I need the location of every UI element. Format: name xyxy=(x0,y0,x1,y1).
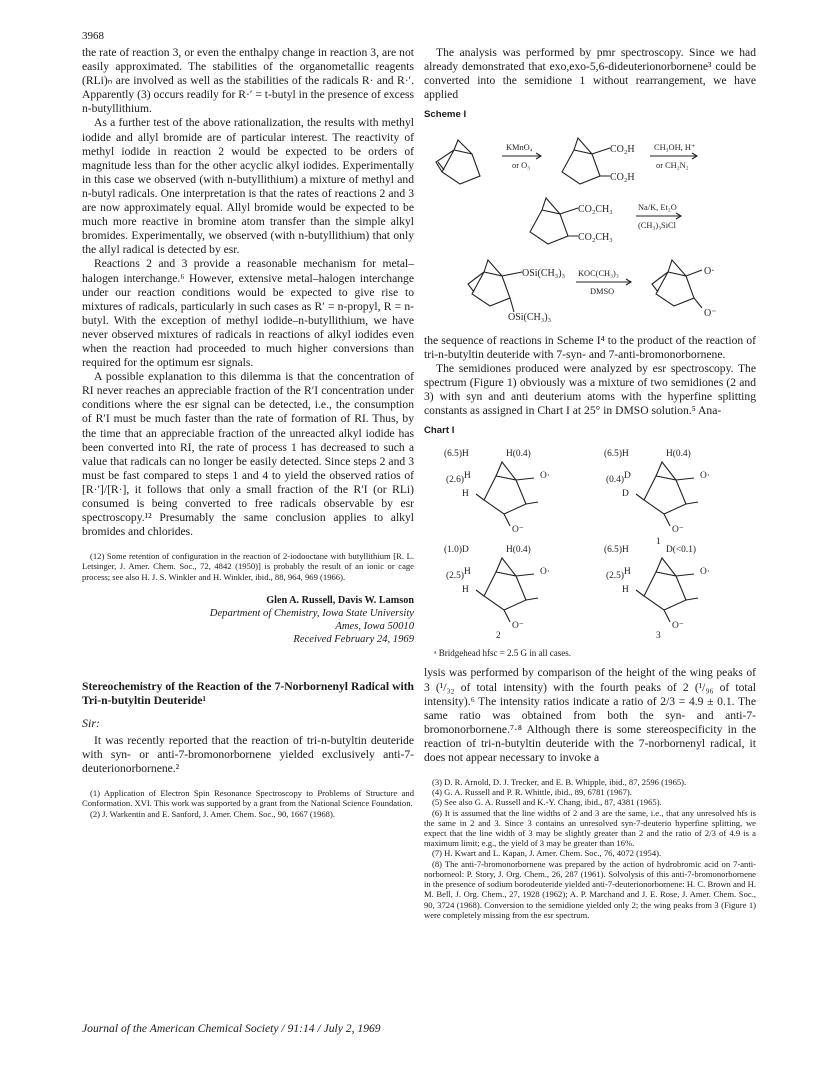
semidione-3-structure xyxy=(636,558,698,622)
semidione-1b-structure xyxy=(636,462,698,526)
bis-siloxy-structure xyxy=(468,260,522,312)
footnote-1: (1) Application of Electron Spin Resonance Spectroscopy to Problems of Structure and Conformation. XVI. This work was supported by a grant from the National Science Foundation. xyxy=(82,788,414,809)
norbornene-structure xyxy=(436,140,480,184)
reagent-label: KMnO₄ xyxy=(506,143,533,153)
group-label: CO₂H xyxy=(610,144,635,156)
footnote-12: (12) Some retention of configuration in the reaction of 2-iodooctane with butyllithium [R. L. Letsinger, J. Amer. Chem. Soc., 72, 4842 (1950)] is probably the result of an ionic or cage process; see also H. J. S. Winkler and H. Winkler, ibid., 88, 964, 969 (1966). xyxy=(82,551,414,582)
atom-label: H xyxy=(462,585,469,596)
semidione-1-structure xyxy=(476,462,538,526)
hfs-label: (1.0)D xyxy=(444,545,469,556)
atom-label: H xyxy=(464,471,471,482)
atom-label: O· xyxy=(540,567,550,578)
hfs-label: H(0.4) xyxy=(666,449,691,460)
reagent-label: (CH₃)₃SiCl xyxy=(638,221,676,231)
semidione-structure xyxy=(652,260,702,308)
atom-label: O· xyxy=(540,471,550,482)
author-signature xyxy=(82,594,414,646)
author-city: Ames, Iowa 50010 xyxy=(335,620,414,632)
atom-label: H xyxy=(622,585,629,596)
page-number: 3968 xyxy=(82,30,104,42)
atom-label: O⁻ xyxy=(672,621,684,632)
atom-label: O⁻ xyxy=(512,525,524,536)
hfs-label: (0.4) xyxy=(606,475,624,486)
reagent-label: DMSO xyxy=(590,287,615,297)
atom-label: H xyxy=(464,567,471,578)
group-label: CO₂H xyxy=(610,172,635,184)
journal-footer: Journal of the American Chemical Society / 91:14 / July 2, 1969 xyxy=(82,1022,381,1035)
footnote-2: (2) J. Warkentin and E. Sanford, J. Amer. Chem. Soc., 90, 1667 (1968). xyxy=(90,808,335,819)
hfs-label: (2.5) xyxy=(606,571,624,582)
article-title: Stereochemistry of the Reaction of the 7-Norbornenyl Radical with Tri-n-butyltin Deuteride¹ xyxy=(82,679,414,707)
paragraph: The semidiones produced were analyzed by esr spectroscopy. The spectrum (Figure 1) obviously was a mixture of two semidiones (2 and 3) with syn and anti deuterium atoms with the hyperfine splitting constants as assigned in Chart I at 25° in DMSO solution.⁵ Ana- xyxy=(424,361,756,418)
received-date: Received February 24, 1969 xyxy=(293,633,414,645)
group-label: O· xyxy=(704,266,715,278)
hfs-label: H(0.4) xyxy=(506,545,531,556)
chart-title: Chart I xyxy=(424,425,455,437)
group-label: OSi(CH₃)₃ xyxy=(508,312,552,324)
paragraph: Reactions 2 and 3 provide a reasonable mechanism for metal–halogen interchange.⁶ However, extensive metal–halogen interchange under our reaction conditions would be expected to give rise to mixtures of radicals, particularly in such cases as R′ = n-propyl, R = n-butyl. With the exception of methyl iodide–n-butyllithium, we have never observed mixtures of radicals in reactions of alkyl iodides even when the reaction had proceeded to much higher conversions than required for the optimum esr signals. xyxy=(82,257,414,370)
hfs-label: (6.5)H xyxy=(604,449,629,460)
compound-number: 1 xyxy=(656,537,661,548)
hfs-label: (2.6) xyxy=(446,475,464,486)
chart-i-diagram xyxy=(424,440,756,640)
diacid-structure xyxy=(562,138,610,184)
atom-label: O⁻ xyxy=(512,621,524,632)
footnote-3: (3) D. R. Arnold, D. J. Trecker, and E. B. Whipple, ibid., 87, 2596 (1965). xyxy=(432,777,687,788)
group-label: O⁻ xyxy=(704,308,717,320)
left-column xyxy=(82,46,414,819)
compound-number: 2 xyxy=(496,631,501,641)
right-column xyxy=(424,46,756,920)
author-department: Department of Chemistry, Iowa State University xyxy=(209,607,414,619)
atom-label: D xyxy=(622,489,629,500)
atom-label: D xyxy=(624,471,631,482)
diester-structure xyxy=(530,198,578,244)
chart-footnote: ᵃ Bridgehead hfsc = 2.5 G in all cases. xyxy=(434,648,571,659)
footnote-5: (5) See also G. A. Russell and K.-Y. Chang, ibid., 87, 4381 (1965). xyxy=(432,797,662,808)
footnote-8: (8) The anti-7-bromonorbornene was prepared by the action of hydrobromic acid on 7-anti-norborneol: P. Story, J. Org. Chem., 26, 287 (1961). Solvolysis of this anti-7-bromonorbornene in the presence of sodium borodeuteride yielded anti-7-deuterionorbornene: H. C. Brown and H. M. Bell, J. Org. Chem., 27, 1928 (1962); A. P. Marchand and J. E. Rose, J. Amer. Chem. Soc., 90, 3724 (1968). Conversion to the semidione yielded only 2; the wing peaks from 3 (Figure 1) were completely missing from the esr spectrum. xyxy=(424,858,756,920)
paragraph: The analysis was performed by pmr spectroscopy. Since we had already demonstrated that exo,exo-5,6-dideuterionorbornene³ could be converted into the semidione 1 without rearrangement, we have applied xyxy=(424,46,756,102)
reagent-label: or O₃ xyxy=(512,161,531,171)
footnote-6: (6) It is assumed that the line widths of 2 and 3 are the same, i.e., that any unresolved hfs is the same in 2 and 3. Since 3 contains an unresolved syn-7-deuterio hyperfine splitting, we expect that the line width of 3 may be slightly greater than 2 and the ratio of 2/3 of 4.9 is a maximum limit; e.g., the yield of 3 may be greater than 16%. xyxy=(424,807,756,849)
paragraph: the rate of reaction 3, or even the enthalpy change in reaction 3, are not easily approximated. The stabilities of the organometallic reagents (RLi)ₙ are involved as well as the stabilities of the radicals R· and R·′. Apparently (3) occurs readily for R·′ = t-butyl in the presence of excess n-butyllithium. xyxy=(82,46,414,116)
compound-number: 3 xyxy=(656,631,661,641)
semidione-2-structure xyxy=(476,558,538,622)
atom-label: O· xyxy=(700,471,710,482)
paragraph: A possible explanation to this dilemma is that the concentration of RI never reaches an appreciable fraction of the R′I concentration under conditions where the esr signal can be detected, i.e., the consumption of R′I must be much faster than the rate of formation of RI. Thus, by the time that an appreciable fraction of the unreacted alkyl iodide has been converted into RI, the rate of process 1 has decreased to such a value that radicals can no longer be easily detected. Since steps 2 and 3 must be fast compared to steps 1 and 4 to yield the observed ratios of [R·′]/[R·], it follows that only a small fraction of the R′I (or RLi) consumed is being converted to free radicals observable by esr spectroscopy.¹² Presumably the same conclusion applies to alkyl bromides and chlorides. xyxy=(82,370,414,539)
hfs-label: H(0.4) xyxy=(506,449,531,460)
footnote-7: (7) H. Kwart and L. Kapan, J. Amer. Chem. Soc., 76, 4072 (1954). xyxy=(432,848,662,859)
atom-label: H xyxy=(624,567,631,578)
author-names: Glen A. Russell, Davis W. Lamson xyxy=(266,594,414,606)
footnote-4: (4) G. A. Russell and P. R. Whittle, ibid., 89, 6781 (1967). xyxy=(432,787,632,798)
group-label: OSi(CH₃)₃ xyxy=(522,268,566,280)
scheme-title: Scheme I xyxy=(424,109,467,121)
hfs-label: (2.5) xyxy=(446,571,464,582)
paragraph: As a further test of the above rationalization, the results with methyl iodide and allyl bromide are of particular interest. The reactivity of methyl iodide in reaction 2 would be expected to be orders of magnitude less than for the other acyclic alkyl iodides. Experimentally in this case we observed (with n-butyllithium) a mixture of methyl and n-butyl radicals. One interpretation is that the rates of reactions 2 and 3 are now approximately equal. Allyl bromide would be expected to be much more reactive in bromine atom transfer than the simple alkyl bromides. Experimentally, we observed (with n-butyllithium) that only the allyl radical is detected by esr. xyxy=(82,116,414,257)
hfs-label: (6.5)H xyxy=(444,449,469,460)
hfs-label: D(<0.1) xyxy=(666,545,697,556)
reagent-label: KOC(CH₃)₃ xyxy=(578,269,619,279)
atom-label: O⁻ xyxy=(672,525,684,536)
salutation: Sir: xyxy=(82,715,100,730)
scheme-i-diagram xyxy=(424,124,756,329)
group-label: CO₂CH₃ xyxy=(578,232,613,244)
hfs-label: (6.5)H xyxy=(604,545,629,556)
atom-label: O· xyxy=(700,567,710,578)
group-label: CO₂CH₃ xyxy=(578,204,613,216)
paragraph: the sequence of reactions in Scheme I⁴ to the product of the reaction of tri-n-butyltin deuteride with 7-syn- and 7-anti-bromonorbornene. xyxy=(424,333,756,361)
reagent-label: or CH₂N₂ xyxy=(656,161,689,171)
atom-label: H xyxy=(462,489,469,500)
paragraph: It was recently reported that the reaction of tri-n-butyltin deuteride with syn- or anti-7-bromonorbornene yielded exclusively anti-7-deuterionorbornene.² xyxy=(82,733,414,776)
paragraph: lysis was performed by comparison of the height of the wing peaks of 3 (¹/₃₂ of total intensity) with the fourth peaks of 2 (¹/₉₆ of total intensity).⁶ The intensity ratios indicate a ratio of 2/3 = 4.9 ± 0.1. The same ratio was obtained from both the syn- and anti-7-bromonorbornene.⁷·⁸ Although there is some stereospecificity in the reaction of tri-n-butyltin deuteride with the 7-norbornenyl radical, it does not appear necessary to invoke a xyxy=(424,666,756,764)
reagent-label: CH₃OH, H⁺ xyxy=(654,143,696,153)
reagent-label: Na/K, Et₂O xyxy=(638,203,677,213)
